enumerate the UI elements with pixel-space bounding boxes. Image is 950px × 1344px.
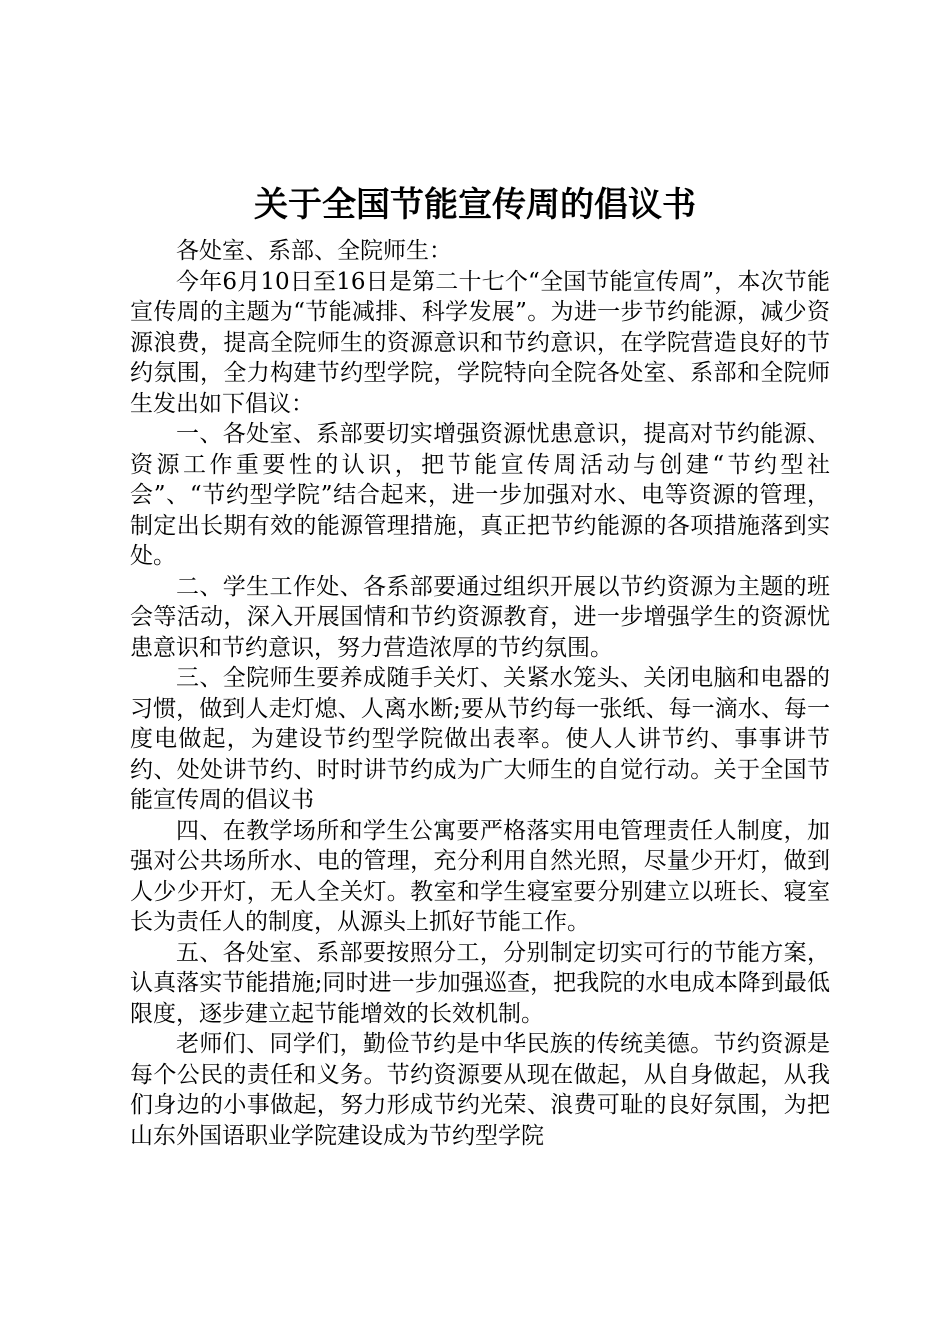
paragraph-item-5: 五、各处室、系部要按照分工，分别制定切实可行的节能方案，认真落实节能措施;同时进一步加强巡查，把我院的水电成本降到最低限度，逐步建立起节能增效的长效机制。 (130, 939, 830, 1027)
salutation: 各处室、系部、全院师生： (176, 238, 452, 264)
paragraph-intro: 今年6月10日至16日是第二十七个“全国节能宣传周”，本次节能宣传周的主题为“节能减排、科学发展”。为进一步节约能源，减少资源浪费，提高全院师生的资源意识和节约意识，在学院营造良好的节约氛围，全力构建节约型学院，学院特向全院各处室、系部和全院师生发出如下倡议： (130, 268, 830, 417)
paragraph-closing: 老师们、同学们，勤俭节约是中华民族的传统美德。节约资源是每个公民的责任和义务。节约资源要从现在做起，从自身做起，从我们身边的小事做起，努力形成节约光荣、浪费可耻的良好氛围，为把山东外国语职业学院建设成为节约型学院 (130, 1031, 830, 1149)
paragraph-item-1: 一、各处室、系部要切实增强资源忧患意识，提高对节约能源、资源工作重要性的认识，把节能宣传周活动与创建“节约型社会”、“节约型学院”结合起来，进一步加强对水、电等资源的管理，制定出长期有效的能源管理措施，真正把节约能源的各项措施落到实处。 (130, 421, 830, 569)
document-body (130, 236, 830, 1151)
paragraph-item-3: 三、全院师生要养成随手关灯、关紧水笼头、关闭电脑和电器的习惯，做到人走灯熄、人离水断;要从节约每一张纸、每一滴水、每一度电做起，为建设节约型学院做出表率。使人人讲节约、事事讲节约、处处讲节约、时时讲节约成为广大师生的自觉行动。关于全国节能宣传周的倡议书 (130, 665, 830, 813)
paragraph-item-4: 四、在教学场所和学生公寓要严格落实用电管理责任人制度，加强对公共场所水、电的管理，充分利用自然光照，尽量少开灯，做到人少少开灯，无人全关灯。教室和学生寝室要分别建立以班长、寝室长为责任人的制度，从源头上抓好节能工作。 (130, 817, 830, 935)
paragraph-item-2: 二、学生工作处、各系部要通过组织开展以节约资源为主题的班会等活动，深入开展国情和节约资源教育，进一步增强学生的资源忧患意识和节约意识，努力营造浓厚的节约氛围。 (130, 573, 830, 661)
document-title: 关于全国节能宣传周的倡议书 (254, 185, 696, 225)
